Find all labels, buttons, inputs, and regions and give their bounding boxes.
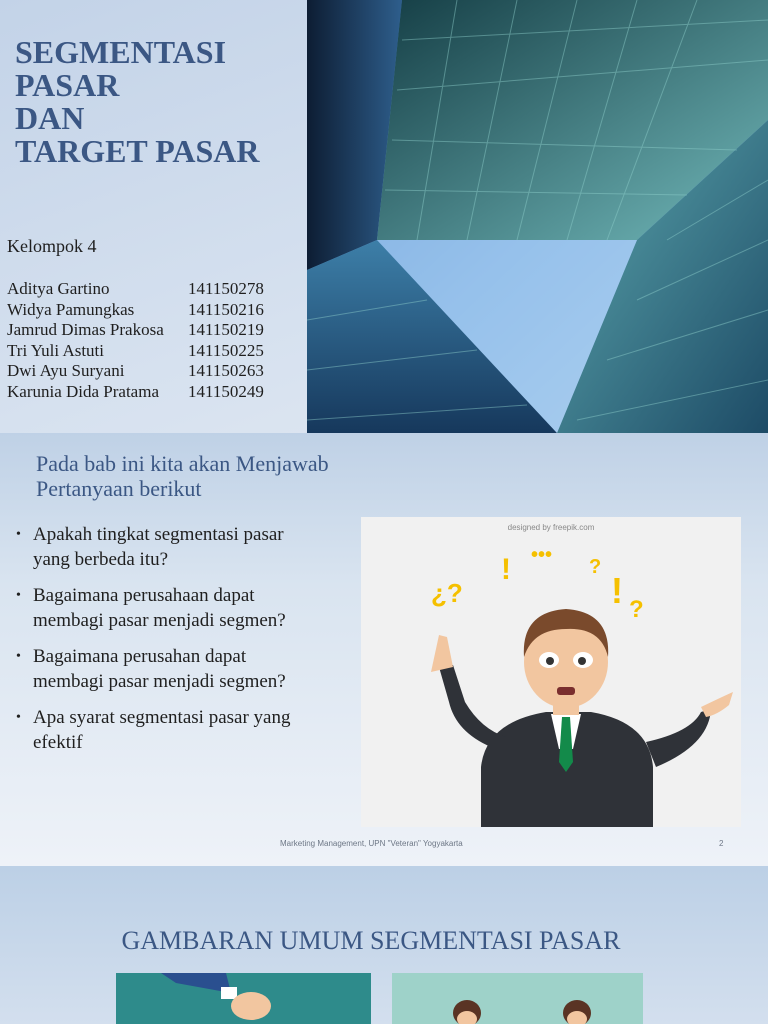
list-item <box>16 584 316 633</box>
svg-text:?: ? <box>589 556 602 578</box>
illustration-credit: designed by freepik.com <box>507 523 595 532</box>
list-item-text: Bagaimana perusahan dapat membagi pasar menjadi segmen? <box>33 646 286 692</box>
member-nim: 141150225 <box>188 340 264 360</box>
member-row <box>7 279 264 300</box>
bullet-icon: • <box>16 588 21 603</box>
svg-text:?: ? <box>629 596 644 623</box>
member-name: Dwi Ayu Suryani <box>7 361 125 381</box>
slide-heading: Pada bab ini kita akan Menjawab Pertanyaan berikut <box>36 451 329 501</box>
hand-illustration <box>116 973 371 1024</box>
svg-text:!: ! <box>501 553 511 586</box>
member-nim: 141150278 <box>188 279 264 298</box>
list-item <box>16 706 316 755</box>
member-list <box>7 279 264 403</box>
slide-footer: Marketing Management, UPN "Veteran" Yogyakarta <box>280 839 463 848</box>
bullet-icon: • <box>16 649 21 664</box>
people-illustration <box>392 973 643 1024</box>
slide-title: SEGMENTASI PASAR DAN TARGET PASAR <box>15 34 260 169</box>
list-item-text: Apa syarat segmentasi pasar yang efektif <box>33 707 291 753</box>
slide-title: GAMBARAN UMUM SEGMENTASI PASAR <box>121 926 621 955</box>
list-item-text: Bagaimana perusahaan dapat membagi pasar menjadi segmen? <box>33 585 286 631</box>
member-row <box>7 320 264 341</box>
bullet-icon: • <box>16 710 21 725</box>
list-item <box>16 645 316 694</box>
question-list <box>16 523 316 767</box>
member-nim: 141150249 <box>188 381 264 401</box>
confused-businessman-illustration <box>361 517 741 827</box>
bullet-icon: • <box>16 527 21 542</box>
member-name: Widya Pamungkas <box>7 299 135 319</box>
member-nim: 141150216 <box>188 299 264 319</box>
title-slide <box>0 0 768 433</box>
member-nim: 141150219 <box>188 320 264 340</box>
member-row <box>7 341 264 362</box>
member-name: Aditya Gartino <box>7 279 110 298</box>
member-name: Karunia Dida Pratama <box>7 381 159 401</box>
list-item <box>16 523 316 572</box>
member-row <box>7 300 264 321</box>
member-row <box>7 361 264 382</box>
page-number: 2 <box>719 839 724 848</box>
svg-text:•••: ••• <box>531 544 553 566</box>
svg-text:!: ! <box>611 570 623 611</box>
questions-slide <box>0 433 768 866</box>
list-item-text: Apakah tingkat segmentasi pasar yang berbeda itu? <box>33 524 284 570</box>
member-name: Jamrud Dimas Prakosa <box>7 320 164 340</box>
building-sky-photo <box>307 0 768 433</box>
svg-text:¿?: ¿? <box>431 578 463 608</box>
member-row <box>7 382 264 403</box>
member-name: Tri Yuli Astuti <box>7 340 105 360</box>
member-nim: 141150263 <box>188 361 264 381</box>
overview-slide <box>0 866 768 1024</box>
group-label: Kelompok 4 <box>7 236 97 256</box>
